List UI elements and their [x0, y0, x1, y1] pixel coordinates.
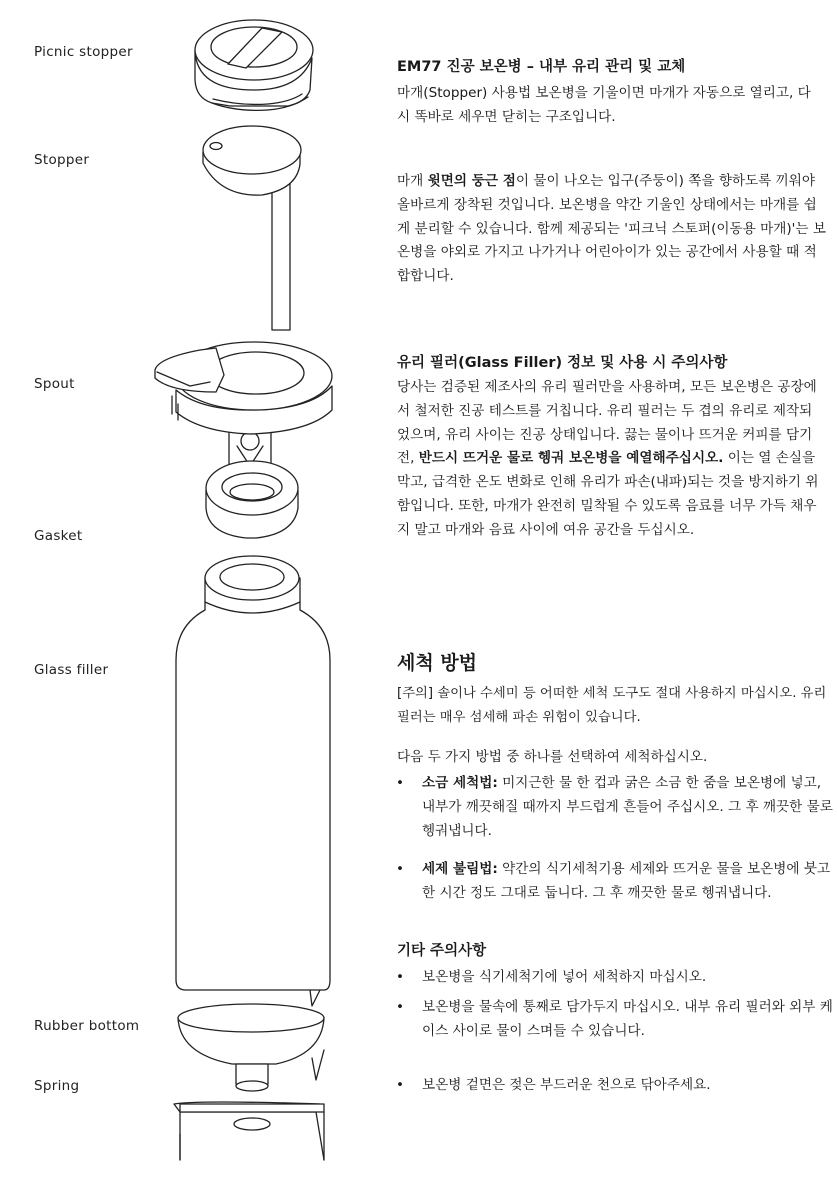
bullet-dot: •	[396, 1077, 405, 1093]
label-spring: Spring	[34, 1078, 80, 1094]
spout-drawing	[155, 342, 332, 467]
picnic-stopper-drawing	[195, 20, 313, 110]
bullet-dot: •	[396, 775, 405, 791]
cleaning-intro: 다음 두 가지 방법 중 하나를 선택하여 세척하십시오.	[397, 749, 708, 765]
bullet-dot: •	[396, 999, 405, 1015]
bullet-dot: •	[396, 861, 405, 877]
list-item	[396, 966, 834, 990]
bullet-dot: •	[396, 969, 405, 985]
label-spout: Spout	[34, 376, 75, 392]
list-item-bold: 세제 불림법:	[422, 861, 498, 877]
intro-emphasis: 윗면의 둥근 점	[427, 173, 516, 189]
list-item-bold: 소금 세척법:	[422, 775, 498, 791]
spring-drawing	[174, 1102, 324, 1160]
glass-filler-drawing	[176, 556, 330, 1006]
list-item	[396, 858, 834, 906]
cleaning-heading: 세척 방법	[397, 652, 478, 674]
gasket-drawing	[206, 461, 298, 538]
label-stopper: Stopper	[34, 152, 90, 168]
other-notes-heading: 기타 주의사항	[397, 943, 487, 959]
list-item-text: 보온병을 식기세척기에 넣어 세척하지 마십시오.	[422, 969, 707, 985]
label-gasket: Gasket	[34, 528, 83, 544]
list-item-text: 약간의 식기세척기용 세제와 뜨거운 물을 보온병에 붓고 한 시간 정도 그대로 둡니다. 그 후 깨끗한 물로 헹궈냅니다.	[422, 861, 831, 901]
glass-filler-heading: 유리 필러(Glass Filler) 정보 및 사용 시 주의사항	[397, 355, 728, 371]
label-glass-filler: Glass filler	[34, 662, 109, 678]
stopper-drawing	[203, 126, 301, 330]
label-rubber-bottom: Rubber bottom	[34, 1018, 140, 1034]
rubber-bottom-drawing	[178, 1004, 324, 1091]
intro-paragraph-1: 마개(Stopper) 사용법 보온병을 기울이면 마개가 자동으로 열리고, 다시 똑바로 세우면 닫히는 구조입니다.	[397, 85, 811, 125]
label-picnic-stopper: Picnic stopper	[34, 44, 133, 60]
list-item	[396, 996, 834, 1044]
intro-paragraph-2: 마개 윗면의 둥근 점이 물이 나오는 입구(주둥이) 쪽을 향하도록 끼워야 올바르게 장착된 것입니다. 보온병을 약간 기울인 상태에서는 마개를 쉽게 분리할 수 있습니다. 함께 제공되는 '피크닉 스토퍼(이동용 마개)'는 보온병을 야외로 가지고 나가거나 어린아이가 있는 공간에서 사용할 때 적합합니다.	[397, 173, 826, 285]
list-item-text: 미지근한 물 한 컵과 굵은 소금 한 줌을 보온병에 넣고, 내부가 깨끗해질 때까지 부드럽게 흔들어 주십시오. 그 후 깨끗한 물로 헹궈냅니다.	[422, 775, 833, 839]
glass-filler-emphasis: 반드시 뜨거운 물로 헹궈 보온병을 예열해주십시오.	[418, 450, 724, 467]
list-item	[396, 772, 834, 843]
list-item	[396, 1074, 834, 1098]
list-item-text: 보온병을 물속에 통째로 담가두지 마십시오. 내부 유리 필러와 외부 케이스 사이로 물이 스며들 수 있습니다.	[422, 999, 833, 1039]
page-title: EM77 진공 보온병 – 내부 유리 관리 및 교체	[397, 59, 686, 75]
exploded-diagram	[140, 0, 370, 1189]
glass-filler-paragraph: 당사는 검증된 제조사의 유리 필러만을 사용하며, 모든 보온병은 공장에서 철저한 진공 테스트를 거칩니다. 유리 필러는 두 겹의 유리로 제작되었으며, 유리 사이는 진공 상태입니다. 끓는 물이나 뜨거운 커피를 담기 전, 반드시 뜨거운 물로 헹궈 보온병을 예열해주십시오. 이는 열 손실을 막고, 급격한 온도 변화로 인해 유리가 파손(내파)되는 것을 방지하기 위함입니다. 또한, 마개가 완전히 밀착될 수 있도록 음료를 너무 가득 채우지 말고 마개와 음료 사이에 여유 공간을 두십시오.	[397, 379, 819, 538]
list-item-text: 보온병 겉면은 젖은 부드러운 천으로 닦아주세요.	[422, 1077, 711, 1093]
cleaning-warning: [주의] 솔이나 수세미 등 어떠한 세척 도구도 절대 사용하지 마십시오. 유리 필러는 매우 섬세해 파손 위험이 있습니다.	[397, 686, 827, 725]
